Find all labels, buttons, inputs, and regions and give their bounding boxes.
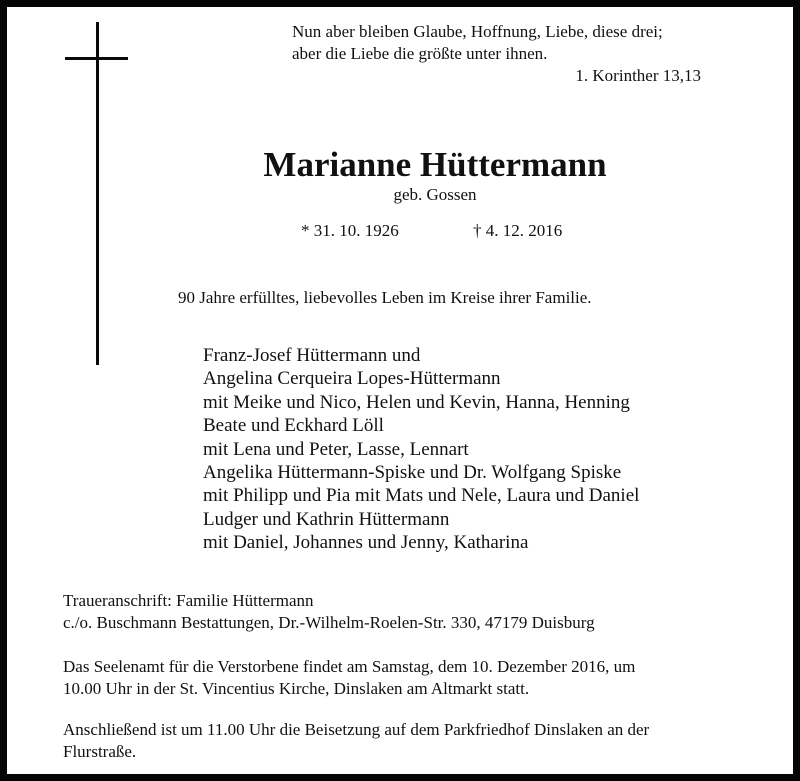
- verse-line: Nun aber bleiben Glaube, Hoffnung, Liebe, diese drei;: [292, 22, 663, 41]
- verse-reference: 1. Korinther 13,13: [575, 66, 701, 85]
- burial-info: [63, 719, 649, 763]
- life-summary: 90 Jahre erfülltes, liebevolles Leben im Kreise ihrer Familie.: [178, 288, 592, 307]
- bible-verse: [292, 21, 663, 65]
- family-line: Beate und Eckhard Löll: [203, 415, 384, 437]
- family-line: Angelina Cerqueira Lopes-Hüttermann: [203, 368, 501, 390]
- cross-icon-horizontal-bar: [65, 57, 128, 60]
- family-line: Angelika Hüttermann-Spiske und Dr. Wolfgang Spiske: [203, 462, 622, 484]
- service-line: Das Seelenamt für die Verstorbene findet am Samstag, dem 10. Dezember 2016, um: [63, 657, 636, 676]
- address-line: c./o. Buschmann Bestattungen, Dr.-Wilhelm-Roelen-Str. 330, 47179 Duisburg: [63, 613, 595, 632]
- burial-line: Flurstraße.: [63, 742, 137, 761]
- service-line: 10.00 Uhr in der St. Vincentius Kirche, Dinslaken am Altmarkt statt.: [63, 679, 530, 698]
- mourning-address: [63, 590, 595, 634]
- requiem-info: [63, 656, 635, 700]
- family-list: [203, 344, 639, 555]
- address-line: Traueranschrift: Familie Hüttermann: [63, 591, 314, 610]
- family-line: mit Lena und Peter, Lasse, Lennart: [203, 438, 469, 460]
- burial-line: Anschließend ist um 11.00 Uhr die Beisetzung auf dem Parkfriedhof Dinslaken an der: [63, 720, 650, 739]
- family-line: Franz-Josef Hüttermann und: [203, 345, 421, 366]
- death-date: † 4. 12. 2016: [473, 221, 563, 240]
- birth-date: * 31. 10. 1926: [301, 221, 399, 240]
- family-line: mit Daniel, Johannes und Jenny, Katharina: [203, 532, 529, 554]
- family-line: mit Philipp und Pia mit Mats und Nele, Laura und Daniel: [203, 485, 640, 507]
- family-line: Ludger und Kathrin Hüttermann: [203, 508, 450, 530]
- family-line: mit Meike und Nico, Helen und Kevin, Hanna, Henning: [203, 391, 630, 413]
- maiden-name: geb. Gossen: [393, 185, 477, 204]
- verse-line: aber die Liebe die größte unter ihnen.: [292, 44, 548, 63]
- deceased-name: Marianne Hüttermann: [263, 145, 607, 184]
